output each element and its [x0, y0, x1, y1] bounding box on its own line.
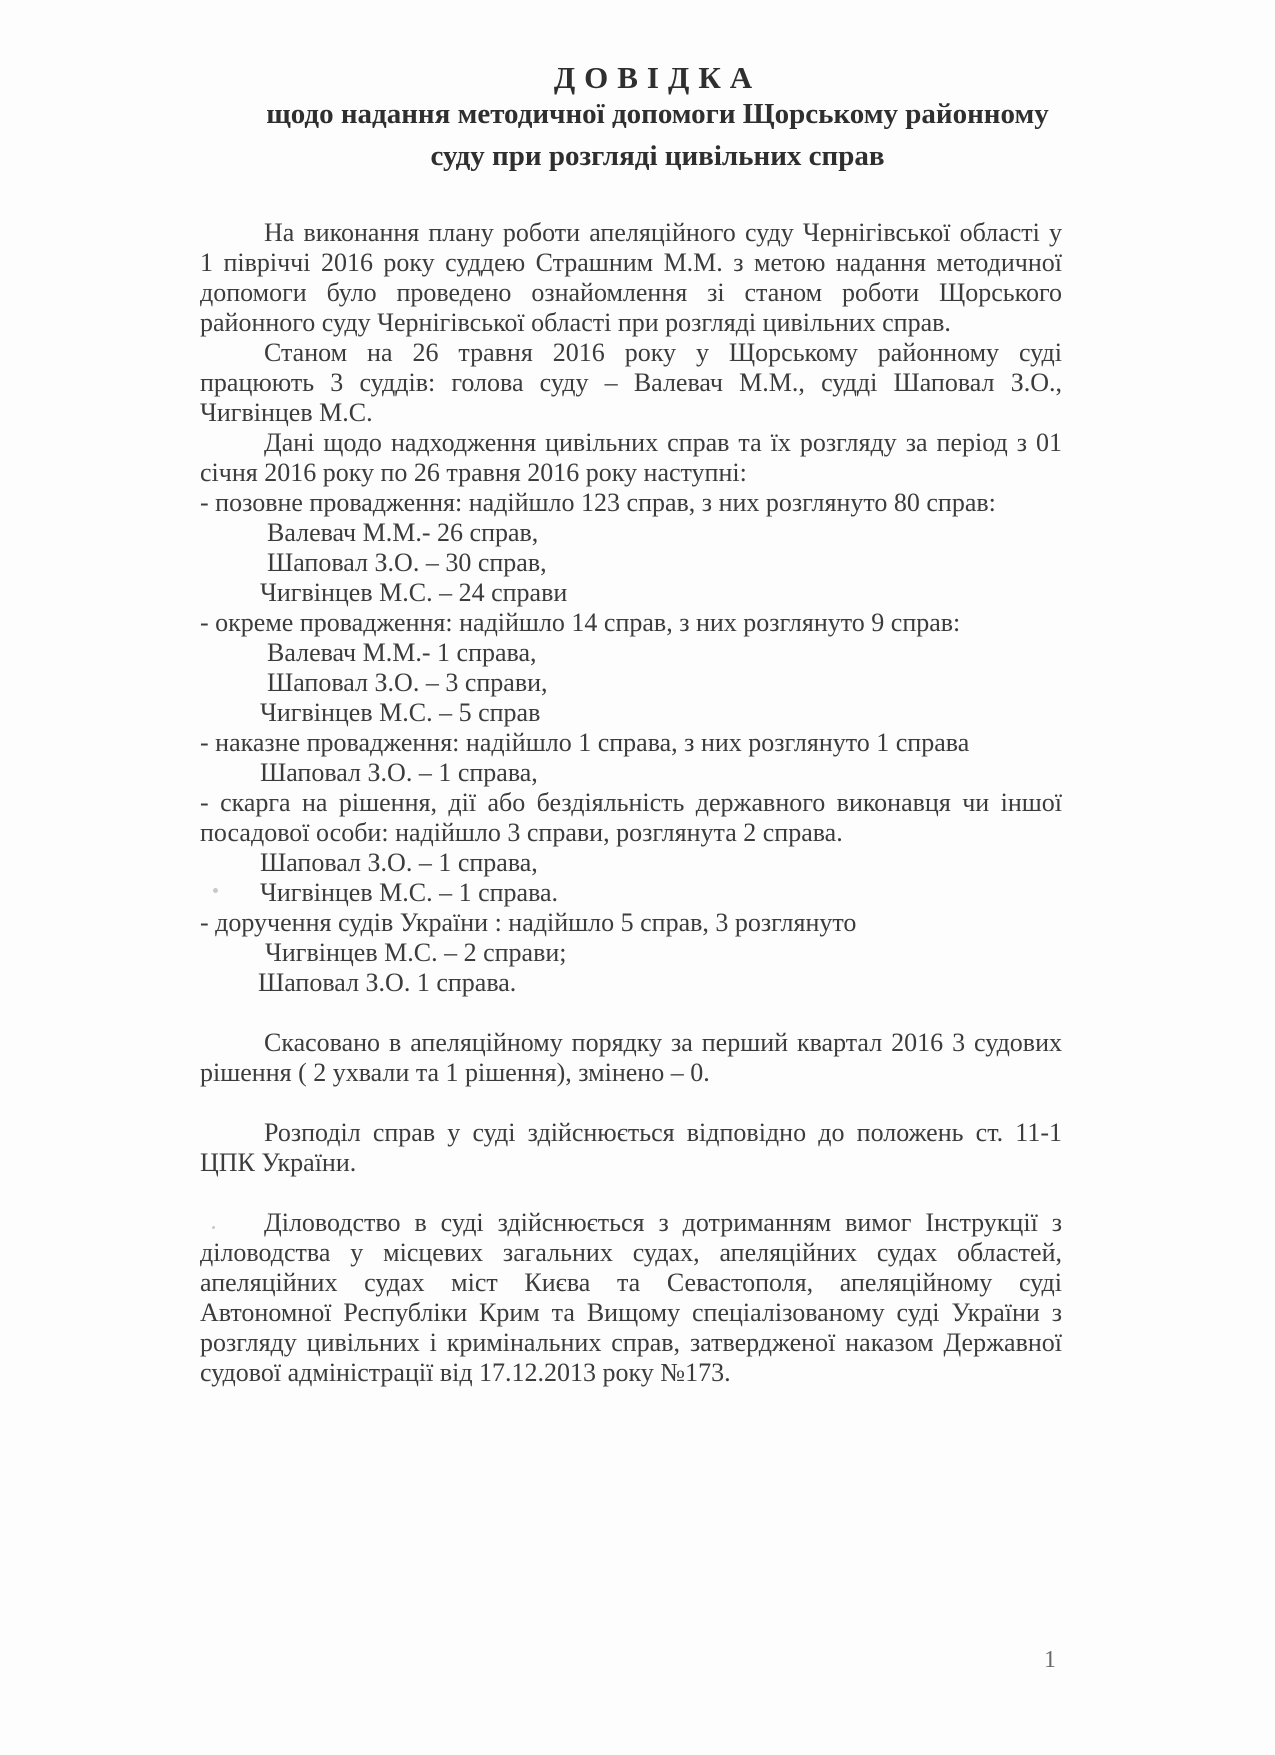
list-item-judge: Валевач М.М.- 1 справа,	[267, 638, 537, 667]
list-item-judge: Шаповал З.О. 1 справа.	[258, 968, 517, 997]
paragraph-line: На виконання плану роботи апеляційного суду Чернігівської області у	[264, 218, 1062, 247]
paragraph-line: районного суду Чернігівської області при розгляді цивільних справ.	[200, 308, 951, 337]
list-item-category: - наказне провадження: надійшло 1 справа, з них розглянуто 1 справа	[200, 728, 970, 757]
paragraph-line: Чигвінцев М.С.	[200, 398, 373, 427]
document-title: ДОВІДКА	[553, 60, 762, 95]
list-item-category: - окреме провадження: надійшло 14 справ, з них розглянуто 9 справ:	[200, 608, 961, 637]
list-item-judge: Чигвінцев М.С. – 2 справи;	[265, 938, 567, 967]
paragraph-line: Автономної Республіки Крим та Вищому спеціалізованому суді України з	[200, 1298, 1062, 1327]
paragraph-line: 1 півріччі 2016 року суддею Страшним М.М. з метою надання методичної	[200, 248, 1062, 277]
list-item-category: - позовне провадження: надійшло 123 справ, з них розглянуто 80 справ:	[200, 488, 996, 517]
paragraph-line: діловодства у місцевих загальних судах, апеляційних судах областей,	[200, 1238, 1062, 1267]
paragraph-line: Дані щодо надходження цивільних справ та їх розгляду за період з 01	[264, 428, 1062, 457]
document-subtitle-line-2: суду при розгляді цивільних справ	[430, 140, 885, 172]
paragraph-line: Діловодство в суді здійснюється з дотриманням вимог Інструкції з	[264, 1208, 1062, 1237]
paragraph-line: працюють 3 суддів: голова суду – Валевач М.М., судді Шаповал З.О.,	[200, 368, 1062, 397]
list-item-category: - доручення судів України : надійшло 5 справ, 3 розглянуто	[200, 908, 857, 937]
document-subtitle-line-1: щодо надання методичної допомоги Щорському районному	[266, 98, 1049, 130]
list-item-judge: Чигвінцев М.С. – 24 справи	[260, 578, 568, 607]
list-item-judge: Шаповал З.О. – 3 справи,	[267, 668, 548, 697]
list-item-judge: Чигвінцев М.С. – 5 справ	[260, 698, 541, 727]
paragraph-line: розгляду цивільних і кримінальних справ, затвердженої наказом Державної	[200, 1328, 1062, 1357]
paragraph-line: рішення ( 2 ухвали та 1 рішення), змінено – 0.	[200, 1058, 710, 1087]
paragraph-line: апеляційних судах міст Києва та Севастополя, апеляційному суді	[200, 1268, 1062, 1297]
list-item-judge: Шаповал З.О. – 1 справа,	[260, 758, 538, 787]
page-number: 1	[1044, 1647, 1056, 1673]
list-item-category-continued: посадової особи: надійшло 3 справи, розглянута 2 справа.	[200, 818, 843, 847]
list-item-judge: Чигвінцев М.С. – 1 справа.	[260, 878, 559, 907]
paragraph-line: Скасовано в апеляційному порядку за перший квартал 2016 3 судових	[264, 1028, 1062, 1057]
list-item-category: - скарга на рішення, дії або бездіяльність державного виконавця чи іншої	[200, 788, 1062, 817]
paragraph-line: Розподіл справ у суді здійснюється відповідно до положень ст. 11-1	[264, 1118, 1062, 1147]
paragraph-line: допомоги було проведено ознайомлення зі станом роботи Щорського	[200, 278, 1062, 307]
list-item-judge: Валевач М.М.- 26 справ,	[267, 518, 539, 547]
scan-speck	[213, 888, 218, 893]
paragraph-line: січня 2016 року по 26 травня 2016 року наступні:	[200, 458, 747, 487]
paragraph-line: ЦПК України.	[200, 1148, 357, 1177]
scan-speck	[212, 1226, 215, 1229]
paragraph-line: Станом на 26 травня 2016 року у Щорському районному суді	[264, 338, 1062, 367]
paragraph-line: судової адміністрації від 17.12.2013 року №173.	[200, 1358, 731, 1387]
list-item-judge: Шаповал З.О. – 1 справа,	[260, 848, 538, 877]
list-item-judge: Шаповал З.О. – 30 справ,	[267, 548, 547, 577]
